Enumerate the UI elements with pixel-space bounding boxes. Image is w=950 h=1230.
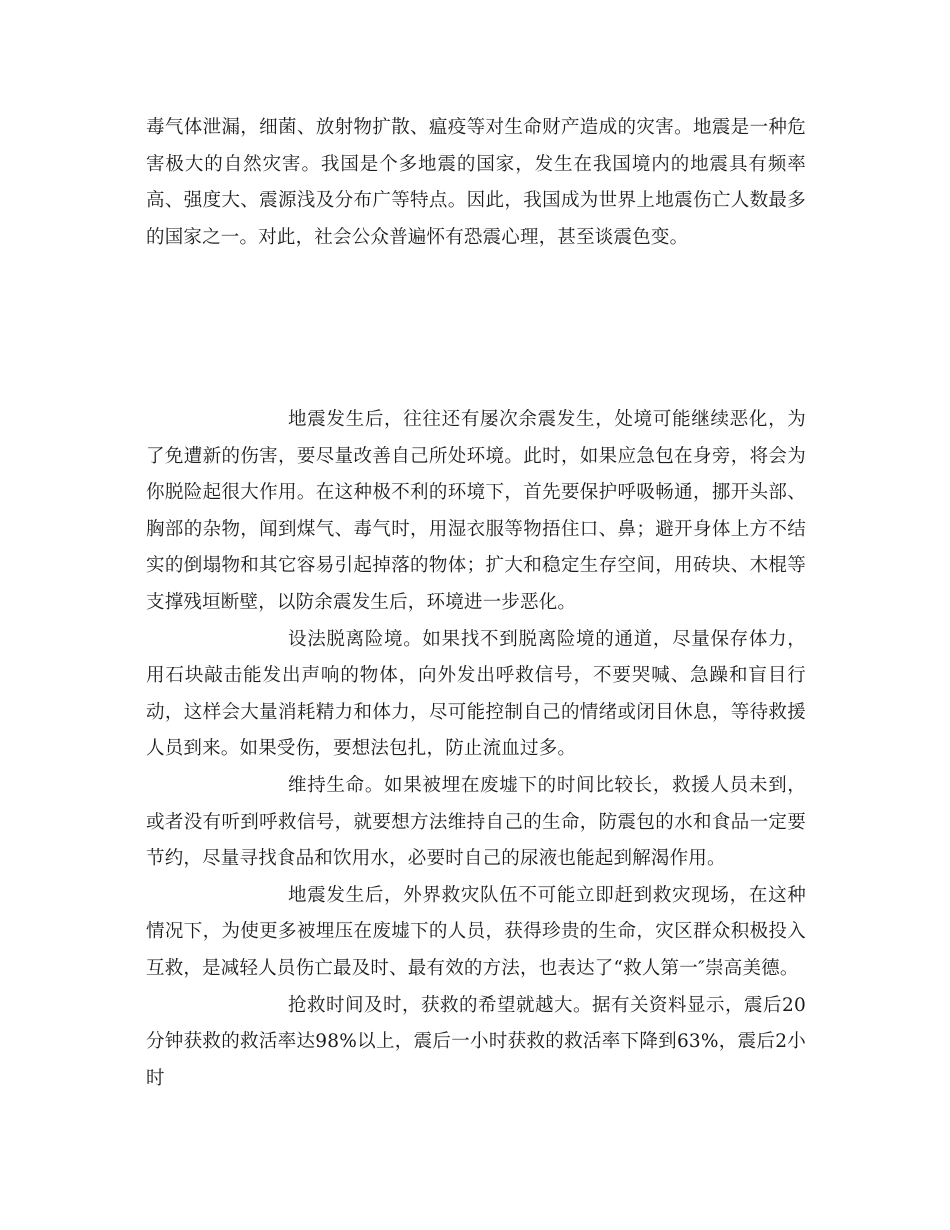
body-text <box>146 402 806 1097</box>
paragraph-rescue-timing: 抢救时间及时，获救的希望就越大。据有关资料显示，震后20分钟获救的救活率达98%以上，震后一小时获救的救活率下降到63%，震后2小时 <box>146 994 806 1089</box>
paragraph-escape-danger: 设法脱离险境。如果找不到脱离险境的通道，尽量保存体力，用石块敲击能发出声响的物体，向外发出呼救信号，不要哭喊、急躁和盲目行动，这样会大量消耗精力和体力，尽可能控制自己的情绪或闭目休息，等待救援人员到来。如果受伤，要想法包扎，防止流血过多。 <box>146 628 806 760</box>
paragraph-sustain-life: 维持生命。如果被埋在废墟下的时间比较长，救援人员未到，或者没有听到呼救信号，就要想方法维持自己的生命，防震包的水和食品一定要节约，尽量寻找食品和饮用水，必要时自己的尿液也能起到解渴作用。 <box>146 774 806 870</box>
intro-paragraph: 毒气体泄漏，细菌、放射物扩散、瘟疫等对生命财产造成的灾害。地震是一种危害极大的自然灾害。我国是个多地震的国家，发生在我国境内的地震具有频率高、强度大、震源浅及分布广等特点。因此，我国成为世界上地震伤亡人数最多的国家之一。对此，社会公众普遍怀有恐震心理，甚至谈震色变。 <box>146 117 806 248</box>
paragraph-aftershock-safety: 地震发生后，往往还有屡次余震发生，处境可能继续恶化，为了免遭新的伤害，要尽量改善自己所处环境。此时，如果应急包在身旁，将会为你脱险起很大作用。在这种极不利的环境下，首先要保护呼吸畅通，挪开头部、胸部的杂物，闻到煤气、毒气时，用湿衣服等物捂住口、鼻；避开身体上方不结实的倒塌物和其它容易引起掉落的物体；扩大和稳定生存空间，用砖块、木棍等支撑残垣断壁，以防余震发生后，环境进一步恶化。 <box>146 409 806 613</box>
intro-block <box>146 110 806 256</box>
paragraph-mutual-rescue: 地震发生后，外界救灾队伍不可能立即赶到救灾现场，在这种情况下，为使更多被埋压在废墟下的人员，获得珍贵的生命，灾区群众积极投入互救，是减轻人员伤亡最及时、最有效的方法，也表达了“救人第一″崇高美德。 <box>146 884 806 979</box>
